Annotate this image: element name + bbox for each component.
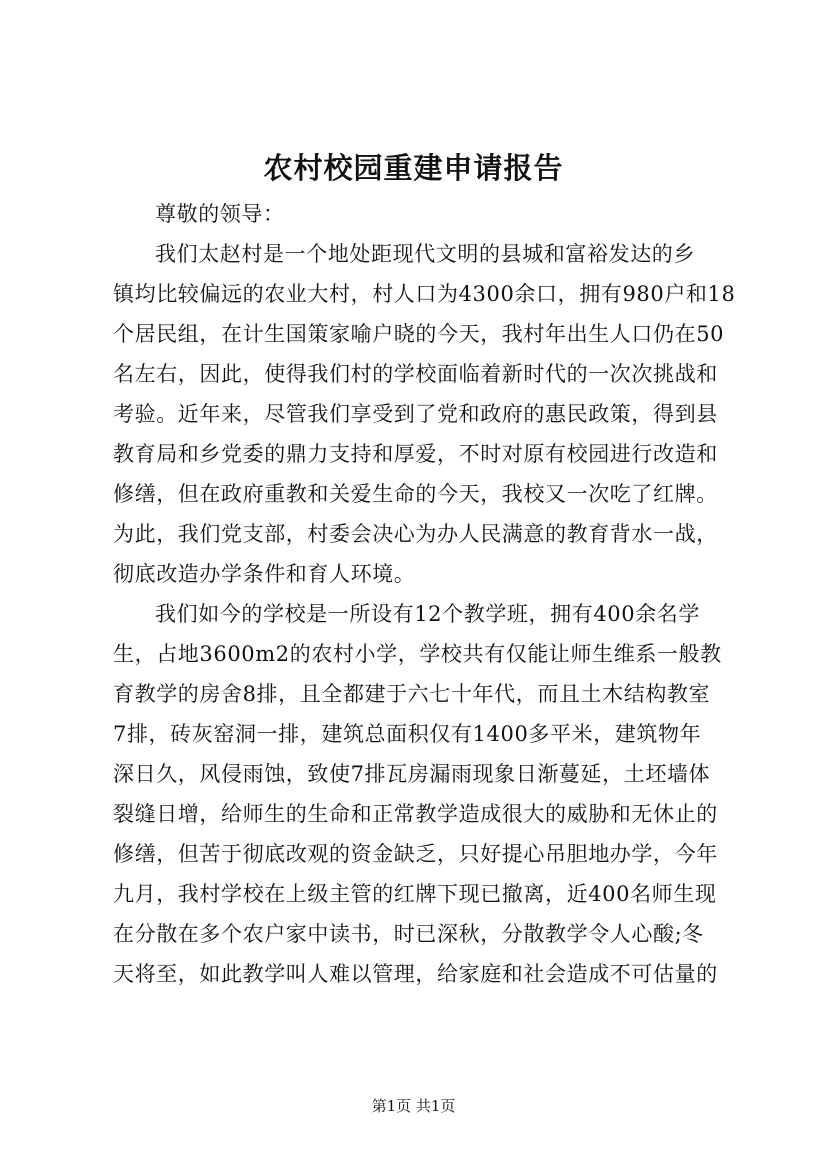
document-title: 农村校园重建申请报告: [263, 151, 564, 185]
paragraph-line: 我们如今的学校是一所设有12个教学班，拥有400余名学: [155, 602, 701, 626]
paragraph-line: 彻底改造办学条件和育人环境。: [113, 562, 416, 586]
paragraph-line: 为此，我们党支部，村委会决心为办人民满意的教育背水一战，: [113, 522, 718, 546]
paragraph-line: 教育局和乡党委的鼎力支持和厚爱，不时对原有校园进行改造和: [113, 442, 718, 466]
paragraph-line: 修缮，但在政府重教和关爱生命的今天，我校又一次吃了红牌。: [113, 482, 718, 506]
paragraph-line: 名左右，因此，使得我们村的学校面临着新时代的一次次挑战和: [113, 362, 718, 386]
paragraph-line: 7排，砖灰窑洞一排，建筑总面积仅有1400多平米，建筑物年: [113, 722, 702, 746]
page-footer: 第1页 共1页: [371, 1097, 456, 1115]
paragraph-line: 在分散在多个农户家中读书，时已深秋，分散教学令人心酸;冬: [113, 922, 704, 946]
paragraph-line: 个居民组，在计生国策家喻户晓的今天，我村年出生人口仍在50: [113, 322, 725, 346]
paragraph-line: 生，占地3600m2的农村小学，学校共有仅能让师生维系一般教: [113, 642, 722, 666]
salutation-line: 尊敬的领导：: [155, 202, 285, 226]
paragraph-line: 裂缝日增，给师生的生命和正常教学造成很大的威胁和无休止的: [113, 802, 718, 826]
document-body: [113, 194, 743, 994]
paragraph-line: 考验。近年来，尽管我们享受到了党和政府的惠民政策，得到县: [113, 402, 718, 426]
paragraph-line: 镇均比较偏远的农业大村，村人口为4300余口，拥有980户和18: [113, 282, 736, 306]
paragraph-line: 我们太赵村是一个地处距现代文明的县城和富裕发达的乡: [155, 242, 695, 266]
paragraph-line: 育教学的房舍8排，且全都建于六七十年代，而且土木结构教室: [113, 682, 711, 706]
paragraph-line: 修缮，但苦于彻底改观的资金缺乏，只好提心吊胆地办学，今年: [113, 842, 718, 866]
paragraph-line: 天将至，如此教学叫人难以管理，给家庭和社会造成不可估量的: [113, 962, 718, 986]
paragraph-line: 九月，我村学校在上级主管的红牌下现已撤离，近400名师生现: [113, 882, 717, 906]
paragraph-line: 深日久，风侵雨蚀，致使7排瓦房漏雨现象日渐蔓延，土坯墙体: [113, 762, 711, 786]
